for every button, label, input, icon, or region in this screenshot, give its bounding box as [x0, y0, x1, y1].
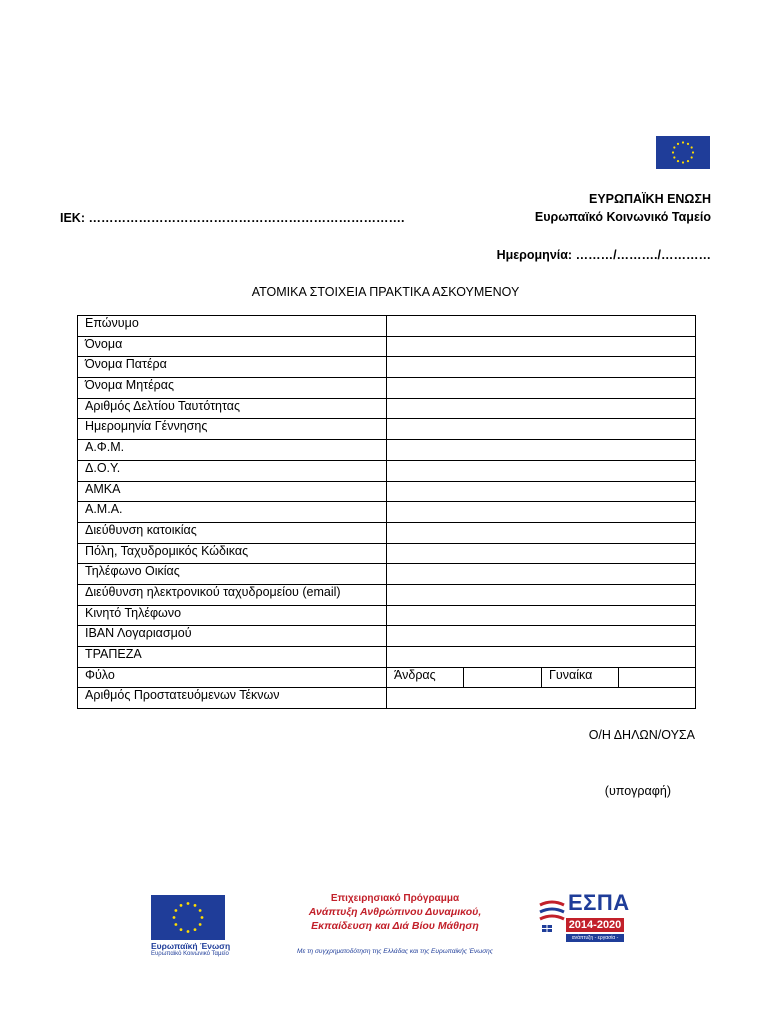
declarant-label: Ο/Η ΔΗΛΩΝ/ΟΥΣΑ — [588, 728, 695, 742]
field-label: Όνομα Πατέρα — [78, 357, 387, 378]
eu-flag-logo — [656, 136, 710, 169]
table-row — [78, 378, 696, 399]
op-line2: Ανάπτυξη Ανθρώπινου Δυναμικού, — [308, 906, 482, 918]
children-label: Αριθμός Προστατευόμενων Τέκνων — [78, 688, 387, 709]
field-label: Ημερομηνία Γέννησης — [78, 419, 387, 440]
gender-female-label: Γυναίκα — [542, 667, 619, 688]
field-label: Αριθμός Δελτίου Ταυτότητας — [78, 398, 387, 419]
field-value-cell[interactable] — [387, 316, 696, 337]
field-label: Α.Μ.Α. — [78, 502, 387, 523]
table-row-gender — [78, 667, 696, 688]
field-label: Τηλέφωνο Οικίας — [78, 564, 387, 585]
table-row — [78, 647, 696, 668]
op-cofunding-note: Με τη συγχρηματοδότηση της Ελλάδας και της Ευρωπαϊκής Ένωσης — [297, 948, 493, 955]
field-label: Δ.Ο.Υ. — [78, 460, 387, 481]
field-label: ΑΜΚΑ — [78, 481, 387, 502]
field-label: Όνομα Μητέρας — [78, 378, 387, 399]
eu-star — [687, 143, 689, 145]
eu-star — [682, 161, 684, 163]
espa-slogan: ανάπτυξη - εργασία - αλληλεγγύη — [566, 934, 624, 942]
table-row — [78, 502, 696, 523]
eu-star — [199, 923, 202, 926]
gender-male-checkbox[interactable] — [464, 667, 542, 688]
eu-star — [677, 143, 679, 145]
table-row — [78, 440, 696, 461]
eu-star — [173, 916, 176, 919]
field-label: ΙΒΑΝ Λογαριασμού — [78, 626, 387, 647]
espa-logo-word: ΕΣΠΑ — [568, 890, 630, 915]
eu-star — [672, 151, 674, 153]
eu-logo-caption: Ευρωπαϊκή Ένωση — [151, 941, 231, 951]
date-field[interactable]: Ημερομηνία: ………/………./………… — [496, 248, 711, 262]
eu-star — [199, 909, 202, 912]
field-value-cell[interactable] — [387, 605, 696, 626]
field-label: Όνομα — [78, 336, 387, 357]
gender-male-label: Άνδρας — [387, 667, 464, 688]
field-value-cell[interactable] — [387, 502, 696, 523]
table-row — [78, 336, 696, 357]
table-row — [78, 398, 696, 419]
espa-years: 2014-2020 — [566, 918, 624, 932]
field-label: Διεύθυνση ηλεκτρονικού ταχυδρομείου (email) — [78, 584, 387, 605]
table-row — [78, 316, 696, 337]
eu-star — [677, 160, 679, 162]
table-row — [78, 564, 696, 585]
espa-swoosh-icon — [538, 895, 566, 935]
eu-logo-footer — [151, 895, 225, 940]
personal-data-table — [77, 315, 696, 709]
field-label: Διεύθυνση κατοικίας — [78, 522, 387, 543]
table-row — [78, 522, 696, 543]
table-row — [78, 357, 696, 378]
children-value-cell[interactable] — [387, 688, 696, 709]
field-value-cell[interactable] — [387, 647, 696, 668]
iek-field[interactable]: ΙΕΚ: …………………………………………………………………. — [60, 211, 405, 225]
field-label: Κινητό Τηλέφωνο — [78, 605, 387, 626]
gender-label: Φύλο — [78, 667, 387, 688]
eu-star — [673, 156, 675, 158]
field-label: Πόλη, Ταχυδρομικός Κώδικας — [78, 543, 387, 564]
eu-star — [187, 902, 190, 905]
op-line1: Επιχειρησιακό Πρόγραμμα — [330, 893, 460, 904]
eu-star — [201, 916, 204, 919]
eu-star — [174, 923, 177, 926]
field-value-cell[interactable] — [387, 522, 696, 543]
field-value-cell[interactable] — [387, 460, 696, 481]
eu-star — [194, 904, 197, 907]
eu-star — [174, 909, 177, 912]
field-value-cell[interactable] — [387, 543, 696, 564]
table-row — [78, 460, 696, 481]
field-value-cell[interactable] — [387, 440, 696, 461]
table-row — [78, 543, 696, 564]
eu-fund: Ευρωπαϊκό Κοινωνικό Ταμείο — [534, 210, 711, 224]
form-title: ΑΤΟΜΙΚΑ ΣΤΟΙΧΕΙΑ ΠΡΑΚΤΙΚΑ ΑΣΚΟΥΜΕΝΟΥ — [251, 285, 520, 299]
table-row — [78, 419, 696, 440]
field-label: ΤΡΑΠΕΖΑ — [78, 647, 387, 668]
eu-star — [180, 904, 183, 907]
eu-title: ΕΥΡΩΠΑΪΚΗ ΕΝΩΣΗ — [588, 192, 711, 206]
table-row-children — [78, 688, 696, 709]
field-label: Επώνυμο — [78, 316, 387, 337]
field-value-cell[interactable] — [387, 626, 696, 647]
field-value-cell[interactable] — [387, 584, 696, 605]
field-value-cell[interactable] — [387, 336, 696, 357]
table-row — [78, 626, 696, 647]
eu-star — [682, 141, 684, 143]
field-value-cell[interactable] — [387, 481, 696, 502]
gender-female-checkbox[interactable] — [619, 667, 696, 688]
eu-star — [180, 928, 183, 931]
op-line3: Εκπαίδευση και Διά Βίου Μάθηση — [311, 920, 479, 932]
eu-star — [687, 160, 689, 162]
eu-star — [691, 156, 693, 158]
table-row — [78, 605, 696, 626]
eu-logo-subcaption: Ευρωπαϊκό Κοινωνικό Ταμείο — [151, 951, 229, 957]
eu-star — [187, 930, 190, 933]
field-value-cell[interactable] — [387, 378, 696, 399]
field-value-cell[interactable] — [387, 564, 696, 585]
field-value-cell[interactable] — [387, 357, 696, 378]
field-value-cell[interactable] — [387, 419, 696, 440]
field-label: Α.Φ.Μ. — [78, 440, 387, 461]
eu-star — [673, 146, 675, 148]
field-value-cell[interactable] — [387, 398, 696, 419]
table-row — [78, 584, 696, 605]
eu-star — [194, 928, 197, 931]
signature-label[interactable]: (υπογραφή) — [604, 784, 671, 798]
eu-star — [691, 146, 693, 148]
table-row — [78, 481, 696, 502]
eu-star — [692, 151, 694, 153]
